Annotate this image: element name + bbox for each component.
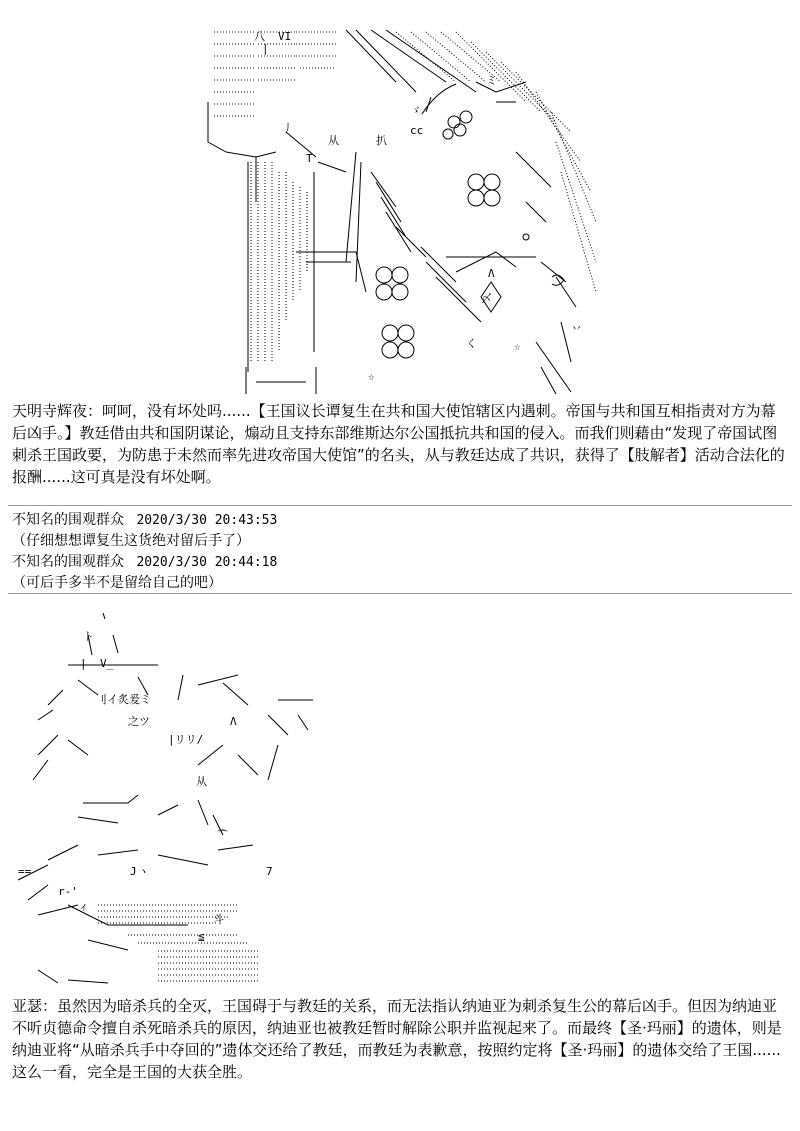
flower-2 xyxy=(468,174,500,206)
comment-author: 不知名的围观群众 xyxy=(12,554,124,570)
glyph-top-13: く xyxy=(466,337,477,350)
comment-body: （可后手多半不是留给自己的吧） xyxy=(12,575,222,591)
bottom-ascii-art xyxy=(8,605,348,990)
glyph-b-16: ⁀ xyxy=(218,830,227,843)
glyph-b-9: ヽ xyxy=(138,865,149,878)
clothing-lines xyxy=(296,247,481,322)
hair-strokes xyxy=(38,675,313,735)
glyph-top-14: 丷 xyxy=(571,322,582,335)
body-dots-left xyxy=(251,162,307,362)
glyph-top-7: T xyxy=(306,152,313,165)
glyph-b-15: == xyxy=(18,865,32,878)
hair-dots-right xyxy=(396,32,596,292)
star-1: ☆ xyxy=(514,340,521,353)
glyph-b-4: 刂イ炙爰ミ xyxy=(96,693,151,706)
comment-item xyxy=(12,510,782,552)
flower-4 xyxy=(382,325,414,358)
top-art-svg xyxy=(196,22,606,398)
top-ascii-art xyxy=(196,22,606,398)
glyph-b-2: V_ xyxy=(100,657,114,670)
mouth-strokes xyxy=(78,795,223,835)
right-shapes xyxy=(446,152,576,392)
glyph-top-8: 从 xyxy=(328,134,339,147)
comment-timestamp: 2020/3/30 20:44:18 xyxy=(136,555,278,570)
glyph-top-5: cc xyxy=(410,124,424,137)
face-strokes xyxy=(33,735,278,780)
collar-strokes xyxy=(18,845,253,915)
flower-1 xyxy=(443,111,472,139)
glyph-top-6: 丿 xyxy=(282,122,293,135)
glyph-top-11: 〆 xyxy=(481,292,492,305)
comment-author: 不知名的围观群众 xyxy=(12,512,124,528)
glyph-b-7: Λ xyxy=(230,715,237,728)
comment-list xyxy=(12,510,782,594)
coat-dots xyxy=(98,905,258,981)
flower-3 xyxy=(376,267,408,300)
glyph-top-12: ミ xyxy=(486,74,497,87)
glyph-b-8: |リリ/ xyxy=(168,733,204,746)
glyph-b-17: 7 xyxy=(266,865,273,878)
comment-header xyxy=(12,552,782,573)
divider-top xyxy=(8,505,792,506)
glyph-b-14: ≦ xyxy=(198,930,205,943)
glyph-top-10: Λ xyxy=(488,267,495,280)
glyph-b-11: ィ xyxy=(78,900,89,913)
body-lines-left xyxy=(248,162,346,372)
glyph-b-3: | xyxy=(80,657,87,670)
small-shapes xyxy=(422,82,526,312)
comment-timestamp: 2020/3/30 20:43:53 xyxy=(136,513,278,528)
comment-body: （仔细想想谭复生这货绝对留后手了） xyxy=(12,533,250,549)
glyph-top-2: VI xyxy=(278,30,292,43)
glyph-b-6: 从 xyxy=(196,775,207,788)
bead xyxy=(523,234,529,240)
glyph-top-3: | xyxy=(262,42,269,55)
glyph-b-1: ト xyxy=(83,630,94,643)
narration-arthur: 亚瑟：虽然因为暗杀兵的全灭，王国碍于与教廷的关系，而无法指认纳迪亚为刺杀复生公的幕后凶手。但因为纳迪亚不听贞德命令擅自杀死暗杀兵的原因，纳迪亚也被教廷暂时解除公职并监视起来了。而最终【圣·玛丽】的遗体，则是纳迪亚将“从暗杀兵手中夺回的”遗体交还给了教廷，而教廷为表歉意，按照约定将【圣·玛丽】的遗体交给了王国......这么一看，完全是王国的大获全胜。 xyxy=(12,997,782,1081)
glyph-b-5: 之ツ xyxy=(128,715,150,728)
bottom-art-svg xyxy=(8,605,348,990)
hair-strands-right xyxy=(346,30,476,92)
glyph-top-9: 扒 xyxy=(376,134,387,147)
comment-header xyxy=(12,510,782,531)
comment-item xyxy=(12,552,782,594)
clothing-folds xyxy=(346,152,426,282)
glyph-b-12: J xyxy=(130,865,137,878)
glyph-b-10: r-' xyxy=(58,885,78,898)
star-2: ☆ xyxy=(368,370,375,383)
hair-dots-upper xyxy=(296,32,336,68)
hair-dots-left xyxy=(214,32,256,116)
bottom-lines xyxy=(246,367,556,394)
divider-bottom xyxy=(8,593,792,594)
glyph-top-1: 八 xyxy=(254,30,265,43)
glyph-top-4: ゞ xyxy=(410,104,421,117)
narration-kaguya: 天明寺辉夜：呵呵，没有坏处吗......【王国议长谭复生在共和国大使馆辖区内遇刺。帝国与共和国互相指责对方为幕后凶手。】教廷借由共和国阴谋论，煽动且支持东部维斯达尔公国抵抗共和国的侵入。而我们则藉由“发现了帝国试图刺杀王国政要，为防患于未然而率先进攻帝国大使馆”的名头，从与教廷达成了共识，获得了【肢解者】活动合法化的报酬......这可真是没有坏处啊。 xyxy=(12,402,785,486)
glyph-b-13: 斗 xyxy=(213,913,224,926)
